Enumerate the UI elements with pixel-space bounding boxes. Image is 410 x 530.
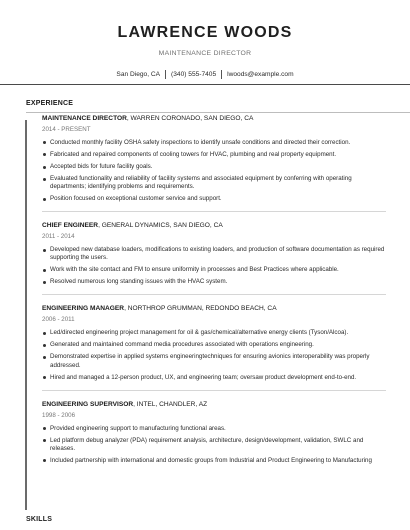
duty-item: Hired and managed a 12-person product, UX, and engineering team; oversaw product development end-to-end. <box>42 374 386 382</box>
job-employer: , NORTHROP GRUMMAN, REDONDO BEACH, CA <box>124 305 277 313</box>
duty-item: Led platform debug analyzer (PDA) requirement analysis, architecture, design/development, validation, SWLC and releases. <box>42 437 386 453</box>
duty-item: Included partnership with international and domestic groups from Industrial and Product Engineering to Manufacturing <box>42 457 386 465</box>
job-heading <box>42 305 386 313</box>
job-employer: , WARREN CORONADO, SAN DIEGO, CA <box>126 115 254 122</box>
duty-item: Evaluated functionality and reliability of facility systems and associated equipment by conferring with operating departments; identifying problems and requirements. <box>42 175 386 191</box>
section-title-skills: SKILLS <box>26 516 53 523</box>
duty-item: Conducted monthly facility OSHA safety inspections to identify unsafe conditions and directed their correction. <box>42 139 386 147</box>
duty-item: Developed new database loaders, modifications to existing loaders, and production of software documentation as required supporting the users. <box>42 246 386 262</box>
duty-item: Demonstrated expertise in applied systems engineeringtechniques for ensuring avionics interoperability was properly addressed. <box>42 353 386 369</box>
candidate-name: LAWRENCE WOODS <box>117 24 293 41</box>
section-title-experience: EXPERIENCE <box>26 100 74 107</box>
duty-list <box>42 329 386 381</box>
job-heading <box>42 115 386 123</box>
contact-divider <box>221 70 222 79</box>
job-divider <box>42 390 386 391</box>
duty-list <box>42 139 386 203</box>
job-dates: 1998 - 2006 <box>42 411 76 419</box>
job-role: CHIEF ENGINEER <box>42 222 99 230</box>
duty-item: Provided engineering support to manufacturing functional areas. <box>42 425 386 433</box>
job-dates: 2014 - PRESENT <box>42 125 91 133</box>
duty-item: Position focused on exceptional customer service and support. <box>42 195 386 203</box>
job-dates: 2011 - 2014 <box>42 233 75 241</box>
duty-item: Resolved numerous long standing issues with the HVAC system. <box>42 278 386 286</box>
job-entry <box>42 115 386 203</box>
candidate-title: MAINTENANCE DIRECTOR <box>158 50 252 57</box>
job-entry <box>42 401 386 465</box>
duty-item: Led/directed engineering project management for oil & gas/chemical/alternative energy clients (Tyson/Alcoa). <box>42 329 386 337</box>
duty-item: Work with the site contact and FM to ensure uniformity in processes and Best Practices where applicable. <box>42 266 386 274</box>
job-heading <box>42 401 386 409</box>
job-role: MAINTENANCE DIRECTOR <box>42 115 127 122</box>
contact-location: San Diego, CA <box>116 71 161 78</box>
job-divider <box>42 294 386 295</box>
job-divider <box>42 211 386 212</box>
duty-item: Generated and maintained command media procedures associated with operations engineering. <box>42 341 386 349</box>
duty-list <box>42 246 386 286</box>
section-divider <box>26 112 410 113</box>
job-entry <box>42 222 386 286</box>
duty-item: Fabricated and repaired components of cooling towers for HVAC, plumbing and real property equipment. <box>42 151 386 159</box>
duty-item: Accepted bids for future facility goals. <box>42 163 386 171</box>
contact-email: lwoods@example.com <box>227 71 294 78</box>
experience-list <box>42 115 386 469</box>
contact-info <box>0 70 410 79</box>
job-entry <box>42 305 386 381</box>
job-heading <box>42 222 386 230</box>
job-employer: , GENERAL DYNAMICS, SAN DIEGO, CA <box>98 222 223 230</box>
contact-phone: (340) 555-7405 <box>171 71 217 78</box>
job-role: ENGINEERING MANAGER <box>42 305 125 313</box>
timeline-rail <box>25 120 27 510</box>
job-dates: 2006 - 2011 <box>42 316 75 324</box>
header-divider <box>0 84 410 85</box>
job-employer: , INTEL, CHANDLER, AZ <box>133 400 208 408</box>
duty-list <box>42 425 386 465</box>
contact-divider <box>165 70 166 79</box>
job-role: ENGINEERING SUPERVISOR <box>42 400 134 408</box>
resume-header <box>0 0 410 79</box>
